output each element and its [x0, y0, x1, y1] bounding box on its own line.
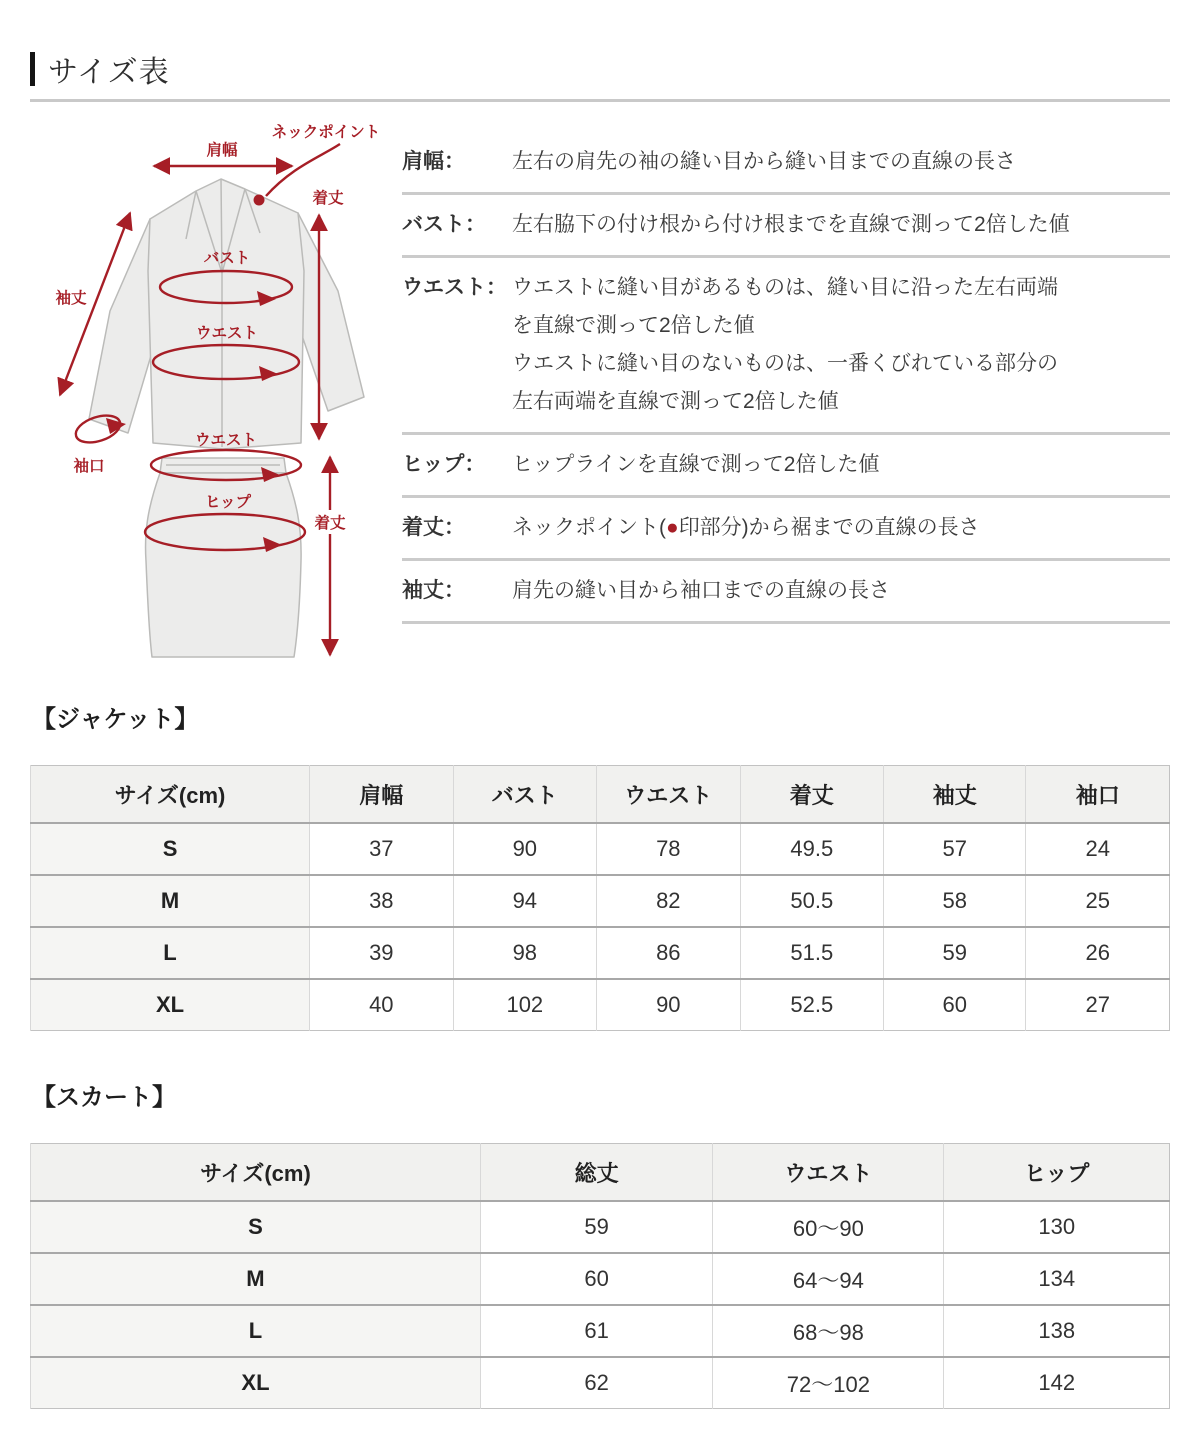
definition-line: ウエストに縫い目があるものは、縫い目に沿った左右両端 — [512, 276, 1058, 299]
skirt-length-label: 着丈 — [314, 515, 346, 532]
value-cell: 94 — [453, 875, 597, 927]
value-cell: 57 — [884, 823, 1026, 875]
header-cell: ヒップ — [944, 1144, 1170, 1202]
bust-label: バスト — [203, 250, 251, 267]
skirt-waist-label: ウエスト — [194, 432, 258, 449]
skirt-table-header — [31, 1144, 1170, 1202]
definition-row — [402, 435, 1170, 498]
value-cell: 138 — [944, 1305, 1170, 1357]
value-cell: 60〜90 — [713, 1201, 944, 1253]
size-cell: XL — [31, 979, 310, 1031]
value-cell: 49.5 — [740, 823, 884, 875]
value-cell: 40 — [310, 979, 454, 1031]
definition-term: 着丈： — [402, 516, 465, 539]
value-cell: 60 — [884, 979, 1026, 1031]
table-row — [31, 979, 1170, 1031]
header-cell: 総丈 — [480, 1144, 712, 1202]
size-cell: M — [31, 875, 310, 927]
value-cell: 38 — [310, 875, 454, 927]
value-cell: 24 — [1026, 823, 1170, 875]
definition-text: 印部分)から裾までの直線の長さ — [678, 516, 980, 539]
jacket-waist-label: ウエスト — [195, 325, 259, 342]
header-cell: 袖口 — [1026, 766, 1170, 824]
value-cell: 134 — [944, 1253, 1170, 1305]
definition-row — [402, 195, 1170, 258]
table-row — [31, 927, 1170, 979]
jacket-body — [148, 179, 304, 449]
value-cell: 25 — [1026, 875, 1170, 927]
value-cell: 60 — [480, 1253, 712, 1305]
definition-row — [402, 561, 1170, 624]
value-cell: 68〜98 — [713, 1305, 944, 1357]
header-cell: バスト — [453, 766, 597, 824]
value-cell: 52.5 — [740, 979, 884, 1031]
table-row — [31, 1305, 1170, 1357]
header-cell: ウエスト — [597, 766, 741, 824]
value-cell: 90 — [597, 979, 741, 1031]
header-cell: 肩幅 — [310, 766, 454, 824]
definition-term: 肩幅： — [402, 150, 465, 173]
value-cell: 72〜102 — [713, 1357, 944, 1409]
skirt-section-heading: 【スカート】 — [32, 1084, 176, 1111]
neck-point-label: ネックポイント — [271, 124, 381, 141]
value-cell: 58 — [884, 875, 1026, 927]
measurement-definitions — [402, 132, 1170, 624]
definition-row — [402, 132, 1170, 195]
value-cell: 64〜94 — [713, 1253, 944, 1305]
table-row — [31, 823, 1170, 875]
neck-point-dot — [254, 195, 265, 206]
value-cell: 51.5 — [740, 927, 884, 979]
value-cell: 142 — [944, 1357, 1170, 1409]
definition-line — [512, 509, 980, 547]
definition-line: 肩先の縫い目から袖口までの直線の長さ — [512, 579, 890, 602]
definition-description — [512, 509, 980, 547]
value-cell: 59 — [480, 1201, 712, 1253]
definition-row — [402, 498, 1170, 561]
value-cell: 27 — [1026, 979, 1170, 1031]
definition-description — [512, 143, 1016, 181]
value-cell: 61 — [480, 1305, 712, 1357]
hip-label: ヒップ — [204, 494, 252, 511]
page-title: サイズ表 — [48, 56, 170, 89]
table-row — [31, 875, 1170, 927]
neck-point-pointer-line — [266, 144, 340, 196]
size-cell: S — [31, 1201, 481, 1253]
definition-line: を直線で測って2倍した値 — [512, 314, 755, 337]
header-cell: 袖丈 — [884, 766, 1026, 824]
header-cell-size: サイズ(cm) — [31, 766, 310, 824]
table-row — [31, 1201, 1170, 1253]
value-cell: 90 — [453, 823, 597, 875]
value-cell: 37 — [310, 823, 454, 875]
measurement-guide-section — [30, 102, 1170, 697]
value-cell: 59 — [884, 927, 1026, 979]
definition-term: バスト： — [402, 213, 486, 236]
table-header-row — [31, 1144, 1170, 1202]
skirt-size-table — [30, 1143, 1170, 1409]
value-cell: 39 — [310, 927, 454, 979]
table-row — [31, 1253, 1170, 1305]
size-cell: XL — [31, 1357, 481, 1409]
table-header-row — [31, 766, 1170, 824]
definition-line: 左右脇下の付け根から付け根までを直線で測って2倍した値 — [512, 213, 1070, 236]
jacket-length-label: 着丈 — [312, 190, 344, 207]
shoulder-width-label: 肩幅 — [206, 142, 238, 159]
definition-description — [512, 269, 1058, 421]
definition-line: ウエストに縫い目のないものは、一番くびれている部分の — [512, 352, 1058, 375]
definition-description — [512, 446, 879, 484]
size-cell: L — [31, 1305, 481, 1357]
value-cell: 78 — [597, 823, 741, 875]
measurement-diagram — [38, 111, 394, 691]
value-cell: 82 — [597, 875, 741, 927]
jacket-size-table — [30, 765, 1170, 1031]
definition-line: ヒップラインを直線で測って2倍した値 — [512, 453, 880, 476]
definition-line: 左右の肩先の袖の縫い目から縫い目までの直線の長さ — [512, 150, 1016, 173]
table-row — [31, 1357, 1170, 1409]
definition-description — [512, 572, 890, 610]
cuff-label: 袖口 — [73, 458, 105, 475]
page-header — [30, 50, 1170, 88]
jacket-table-header — [31, 766, 1170, 824]
header-cell: 着丈 — [740, 766, 884, 824]
definition-term: ヒップ： — [402, 453, 486, 476]
value-cell: 98 — [453, 927, 597, 979]
size-cell: S — [31, 823, 310, 875]
skirt-illustration — [146, 458, 302, 657]
definition-term: 袖丈： — [402, 579, 465, 602]
value-cell: 50.5 — [740, 875, 884, 927]
value-cell: 102 — [453, 979, 597, 1031]
definition-description — [512, 206, 1070, 244]
header-cell-size: サイズ(cm) — [31, 1144, 481, 1202]
definition-text: ネックポイント( — [512, 516, 666, 539]
size-cell: L — [31, 927, 310, 979]
value-cell: 26 — [1026, 927, 1170, 979]
sleeve-length-label: 袖丈 — [55, 290, 87, 307]
value-cell: 130 — [944, 1201, 1170, 1253]
definition-term: ウエスト： — [402, 276, 507, 299]
jacket-illustration — [89, 179, 364, 449]
value-cell: 62 — [480, 1357, 712, 1409]
size-cell: M — [31, 1253, 481, 1305]
neck-point-dot-glyph: ● — [666, 516, 679, 539]
definition-row — [402, 258, 1170, 435]
value-cell: 86 — [597, 927, 741, 979]
header-cell: ウエスト — [713, 1144, 944, 1202]
jacket-section-heading: 【ジャケット】 — [32, 706, 199, 733]
title-accent-bar — [30, 52, 35, 86]
definition-line: 左右両端を直線で測って2倍した値 — [512, 390, 839, 413]
